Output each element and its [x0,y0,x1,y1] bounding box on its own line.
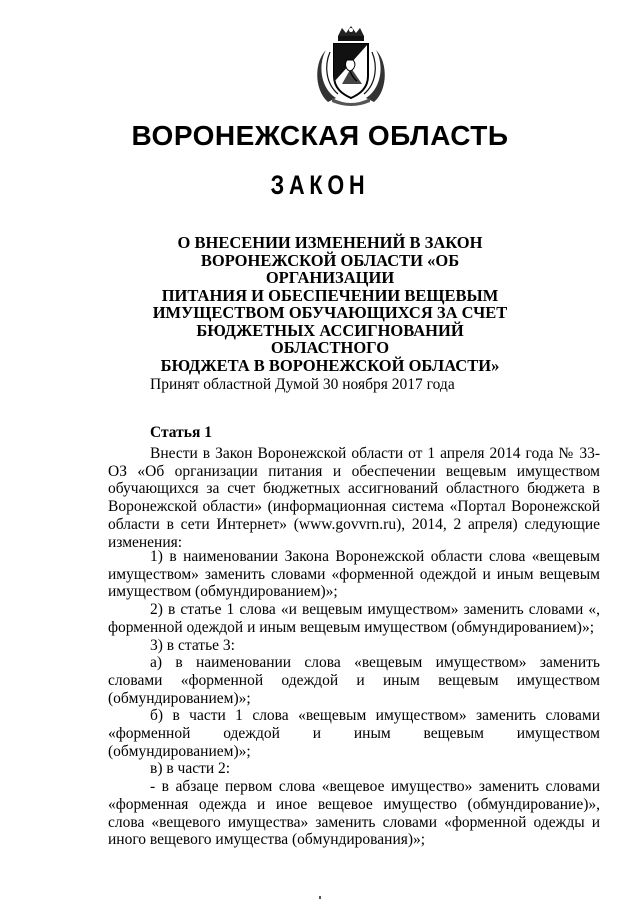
adoption-note: Принят областной Думой 30 ноября 2017 года [150,376,455,393]
amendment-item: 3) в статье 3: [150,636,235,654]
voronezh-coat-of-arms-icon [316,24,386,106]
law-title-line: ПИТАНИЯ И ОБЕСПЕЧЕНИИ ВЕЩЕВЫМ [161,285,499,305]
amendment-item: б) в части 1 слова «вещевым имуществом» заменить словами «форменной одеждой и иным вещевым имуществом (обмундированием)»; [108,707,600,760]
region-name: ВОРОНЕЖСКАЯ ОБЛАСТЬ [131,120,509,151]
amendment-item: - в абзаце первом слова «вещевое имущество» заменить словами «форменная одежда и иное вещевое имущество (обмундирование)», слова «вещевого имущества» заменить словами «форменной одежды и иного вещевого имущества (обмундирования)»; [108,778,600,849]
amendment-item: 2) в статье 1 слова «и вещевым имуществом» заменить словами «, форменной одеждой и иным вещевым имуществом (обмундированием)»; [108,601,600,636]
amendments-list [108,548,600,849]
page-mark [319,896,321,899]
document-type: ЗАКОН [270,170,370,200]
law-title-line: БЮДЖЕТА В ВОРОНЕЖСКОЙ ОБЛАСТИ» [160,355,500,375]
law-title-line: ВОРОНЕЖСКОЙ ОБЛАСТИ «ОБ ОРГАНИЗАЦИИ [200,250,460,287]
amendment-item: в) в части 2: [150,760,231,778]
law-title-line: ИМУЩЕСТВОМ ОБУЧАЮЩИХСЯ ЗА СЧЕТ [152,303,508,322]
law-title-line: БЮДЖЕТНЫХ АССИГНОВАНИЙ ОБЛАСТНОГО [196,320,464,357]
amendment-item: а) в наименовании слова «вещевым имуществом» заменить словами «форменной одеждой и иным вещевым имуществом (обмундированием)»; [108,654,600,707]
law-title-line: О ВНЕСЕНИИ ИЗМЕНЕНИЙ В ЗАКОН [177,233,483,252]
article-heading: Статья 1 [150,424,212,441]
amendment-item: 1) в наименовании Закона Воронежской области слова «вещевым имуществом» заменить словами «форменной одеждой и иным вещевым имуществом (обмундированием)»; [108,548,600,601]
intro-paragraph: Внести в Закон Воронежской области от 1 апреля 2014 года № 33-ОЗ «Об организации питания и обеспечении вещевым имуществом обучающихся за счет бюджетных ассигнований областного бюджета в Воронежской области» (информационная система «Портал Воронежской области в сети Интернет» (www.govvrn.ru), 2014, 2 апреля) следующие изменения: [108,445,600,551]
law-title [150,234,510,374]
article-intro [108,445,600,551]
